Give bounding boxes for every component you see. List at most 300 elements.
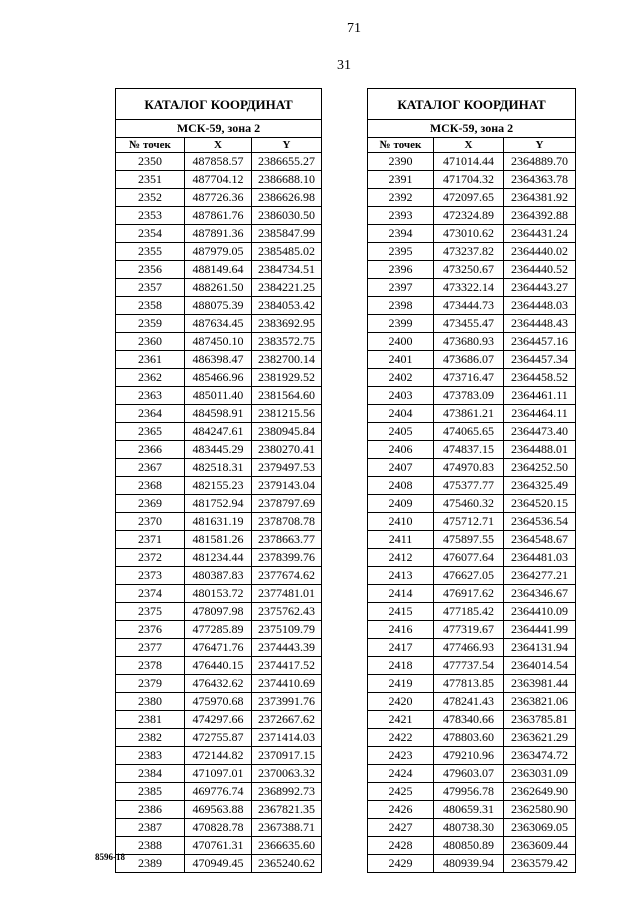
point-number-cell: 2399 (368, 315, 434, 333)
y-coordinate-cell: 2364889.70 (504, 153, 576, 171)
x-coordinate-cell: 479210.96 (434, 747, 504, 765)
point-number-cell: 2378 (116, 657, 185, 675)
x-coordinate-cell: 479603.07 (434, 765, 504, 783)
x-coordinate-cell: 477319.67 (434, 621, 504, 639)
table-row (368, 837, 576, 855)
y-coordinate-cell: 2364441.99 (504, 621, 576, 639)
x-coordinate-cell: 487704.12 (185, 171, 252, 189)
table-row (368, 639, 576, 657)
header-point-number: № точек (368, 138, 434, 153)
table-row (368, 171, 576, 189)
y-coordinate-cell: 2380945.84 (252, 423, 322, 441)
table-row (368, 315, 576, 333)
y-coordinate-cell: 2370917.15 (252, 747, 322, 765)
y-coordinate-cell: 2364520.15 (504, 495, 576, 513)
point-number-cell: 2411 (368, 531, 434, 549)
coordinate-system: МСК-59, зона 2 (116, 120, 322, 138)
point-number-cell: 2402 (368, 369, 434, 387)
point-number-cell: 2420 (368, 693, 434, 711)
table-row (368, 477, 576, 495)
x-coordinate-cell: 481752.94 (185, 495, 252, 513)
header-y: Y (504, 138, 576, 153)
point-number-cell: 2395 (368, 243, 434, 261)
y-coordinate-cell: 2364381.92 (504, 189, 576, 207)
point-number-cell: 2375 (116, 603, 185, 621)
x-coordinate-cell: 473861.21 (434, 405, 504, 423)
point-number-cell: 2350 (116, 153, 185, 171)
point-number-cell: 2366 (116, 441, 185, 459)
table-row (116, 225, 322, 243)
point-number-cell: 2379 (116, 675, 185, 693)
point-number-cell: 2352 (116, 189, 185, 207)
point-number-cell: 2400 (368, 333, 434, 351)
point-number-cell: 2413 (368, 567, 434, 585)
y-coordinate-cell: 2374410.69 (252, 675, 322, 693)
point-number-cell: 2393 (368, 207, 434, 225)
point-number-cell: 2362 (116, 369, 185, 387)
table-row (116, 729, 322, 747)
point-number-cell: 2415 (368, 603, 434, 621)
y-coordinate-cell: 2383692.95 (252, 315, 322, 333)
x-coordinate-cell: 474970.83 (434, 459, 504, 477)
x-coordinate-cell: 488261.50 (185, 279, 252, 297)
x-coordinate-cell: 476432.62 (185, 675, 252, 693)
y-coordinate-cell: 2364440.52 (504, 261, 576, 279)
y-coordinate-cell: 2364458.52 (504, 369, 576, 387)
table-row (368, 243, 576, 261)
point-number-cell: 2351 (116, 171, 185, 189)
point-number-cell: 2381 (116, 711, 185, 729)
point-number-cell: 2426 (368, 801, 434, 819)
x-coordinate-cell: 475460.32 (434, 495, 504, 513)
x-coordinate-cell: 474065.65 (434, 423, 504, 441)
point-number-cell: 2397 (368, 279, 434, 297)
x-coordinate-cell: 473444.73 (434, 297, 504, 315)
y-coordinate-cell: 2364252.50 (504, 459, 576, 477)
x-coordinate-cell: 480153.72 (185, 585, 252, 603)
point-number-cell: 2389 (116, 855, 185, 873)
table-row (116, 369, 322, 387)
y-coordinate-cell: 2363621.29 (504, 729, 576, 747)
y-coordinate-cell: 2362580.90 (504, 801, 576, 819)
point-number-cell: 2359 (116, 315, 185, 333)
table-row (368, 855, 576, 873)
x-coordinate-cell: 477185.42 (434, 603, 504, 621)
x-coordinate-cell: 476077.64 (434, 549, 504, 567)
y-coordinate-cell: 2386688.10 (252, 171, 322, 189)
y-coordinate-cell: 2386626.98 (252, 189, 322, 207)
table-row (116, 207, 322, 225)
point-number-cell: 2371 (116, 531, 185, 549)
x-coordinate-cell: 478097.98 (185, 603, 252, 621)
x-coordinate-cell: 484247.61 (185, 423, 252, 441)
point-number-cell: 2360 (116, 333, 185, 351)
y-coordinate-cell: 2378797.69 (252, 495, 322, 513)
y-coordinate-cell: 2364481.03 (504, 549, 576, 567)
table-row (116, 153, 322, 171)
table-row (368, 585, 576, 603)
y-coordinate-cell: 2368992.73 (252, 783, 322, 801)
point-number-cell: 2367 (116, 459, 185, 477)
point-number-cell: 2385 (116, 783, 185, 801)
y-coordinate-cell: 2375109.79 (252, 621, 322, 639)
y-coordinate-cell: 2384053.42 (252, 297, 322, 315)
point-number-cell: 2408 (368, 477, 434, 495)
y-coordinate-cell: 2364440.02 (504, 243, 576, 261)
point-number-cell: 2425 (368, 783, 434, 801)
point-number-cell: 2428 (368, 837, 434, 855)
table-row (116, 765, 322, 783)
x-coordinate-cell: 471097.01 (185, 765, 252, 783)
x-coordinate-cell: 488149.64 (185, 261, 252, 279)
point-number-cell: 2398 (368, 297, 434, 315)
y-coordinate-cell: 2381564.60 (252, 387, 322, 405)
table-row (116, 837, 322, 855)
y-coordinate-cell: 2380270.41 (252, 441, 322, 459)
coordinate-system: МСК-59, зона 2 (368, 120, 576, 138)
coordinate-table-left (115, 88, 322, 873)
table-row (368, 387, 576, 405)
point-number-cell: 2376 (116, 621, 185, 639)
y-coordinate-cell: 2367388.71 (252, 819, 322, 837)
y-coordinate-cell: 2364410.09 (504, 603, 576, 621)
x-coordinate-cell: 475377.77 (434, 477, 504, 495)
table-row (116, 351, 322, 369)
y-coordinate-cell: 2363031.09 (504, 765, 576, 783)
table-row (116, 333, 322, 351)
x-coordinate-cell: 487891.36 (185, 225, 252, 243)
x-coordinate-cell: 473783.09 (434, 387, 504, 405)
y-coordinate-cell: 2377674.62 (252, 567, 322, 585)
point-number-cell: 2409 (368, 495, 434, 513)
table-row (116, 405, 322, 423)
x-coordinate-cell: 475897.55 (434, 531, 504, 549)
x-coordinate-cell: 487861.76 (185, 207, 252, 225)
x-coordinate-cell: 480939.94 (434, 855, 504, 873)
y-coordinate-cell: 2378708.78 (252, 513, 322, 531)
x-coordinate-cell: 473686.07 (434, 351, 504, 369)
point-number-cell: 2372 (116, 549, 185, 567)
point-number-cell: 2406 (368, 441, 434, 459)
y-coordinate-cell: 2364464.11 (504, 405, 576, 423)
x-coordinate-cell: 472144.82 (185, 747, 252, 765)
point-number-cell: 2412 (368, 549, 434, 567)
y-coordinate-cell: 2386655.27 (252, 153, 322, 171)
point-number-cell: 2391 (368, 171, 434, 189)
table-row (368, 207, 576, 225)
y-coordinate-cell: 2364457.34 (504, 351, 576, 369)
y-coordinate-cell: 2364363.78 (504, 171, 576, 189)
y-coordinate-cell: 2374417.52 (252, 657, 322, 675)
point-number-cell: 2388 (116, 837, 185, 855)
point-number-cell: 2364 (116, 405, 185, 423)
table-row (368, 765, 576, 783)
table-row (116, 315, 322, 333)
point-number-cell: 2417 (368, 639, 434, 657)
point-number-cell: 2357 (116, 279, 185, 297)
table-row (116, 549, 322, 567)
header-x: X (185, 138, 252, 153)
x-coordinate-cell: 473680.93 (434, 333, 504, 351)
y-coordinate-cell: 2363069.05 (504, 819, 576, 837)
y-coordinate-cell: 2363785.81 (504, 711, 576, 729)
table-row (116, 585, 322, 603)
point-number-cell: 2424 (368, 765, 434, 783)
y-coordinate-cell: 2384221.25 (252, 279, 322, 297)
x-coordinate-cell: 471014.44 (434, 153, 504, 171)
x-coordinate-cell: 480387.83 (185, 567, 252, 585)
x-coordinate-cell: 472324.89 (434, 207, 504, 225)
x-coordinate-cell: 477466.93 (434, 639, 504, 657)
point-number-cell: 2387 (116, 819, 185, 837)
x-coordinate-cell: 477285.89 (185, 621, 252, 639)
table-row (116, 567, 322, 585)
table-row (116, 243, 322, 261)
x-coordinate-cell: 481581.26 (185, 531, 252, 549)
point-number-cell: 2354 (116, 225, 185, 243)
point-number-cell: 2427 (368, 819, 434, 837)
page-number-top: 71 (347, 21, 361, 36)
x-coordinate-cell: 474837.15 (434, 441, 504, 459)
document-code: 8596-18 (95, 852, 125, 862)
x-coordinate-cell: 474297.66 (185, 711, 252, 729)
point-number-cell: 2394 (368, 225, 434, 243)
y-coordinate-cell: 2364461.11 (504, 387, 576, 405)
table-row (368, 567, 576, 585)
point-number-cell: 2392 (368, 189, 434, 207)
point-number-cell: 2401 (368, 351, 434, 369)
x-coordinate-cell: 480659.31 (434, 801, 504, 819)
table-row (116, 261, 322, 279)
x-coordinate-cell: 485466.96 (185, 369, 252, 387)
table-row (368, 675, 576, 693)
y-coordinate-cell: 2363474.72 (504, 747, 576, 765)
point-number-cell: 2373 (116, 567, 185, 585)
y-coordinate-cell: 2364431.24 (504, 225, 576, 243)
x-coordinate-cell: 472097.65 (434, 189, 504, 207)
point-number-cell: 2374 (116, 585, 185, 603)
x-coordinate-cell: 482155.23 (185, 477, 252, 495)
table-row (116, 279, 322, 297)
point-number-cell: 2410 (368, 513, 434, 531)
table-row (116, 693, 322, 711)
table-row (368, 819, 576, 837)
y-coordinate-cell: 2363579.42 (504, 855, 576, 873)
y-coordinate-cell: 2378663.77 (252, 531, 322, 549)
point-number-cell: 2414 (368, 585, 434, 603)
x-coordinate-cell: 476440.15 (185, 657, 252, 675)
x-coordinate-cell: 473250.67 (434, 261, 504, 279)
header-y: Y (252, 138, 322, 153)
y-coordinate-cell: 2370063.32 (252, 765, 322, 783)
table-row (116, 783, 322, 801)
x-coordinate-cell: 478803.60 (434, 729, 504, 747)
table-row (116, 459, 322, 477)
x-coordinate-cell: 481234.44 (185, 549, 252, 567)
y-coordinate-cell: 2364346.67 (504, 585, 576, 603)
x-coordinate-cell: 475712.71 (434, 513, 504, 531)
point-number-cell: 2386 (116, 801, 185, 819)
y-coordinate-cell: 2367821.35 (252, 801, 322, 819)
y-coordinate-cell: 2374443.39 (252, 639, 322, 657)
point-number-cell: 2407 (368, 459, 434, 477)
x-coordinate-cell: 483445.29 (185, 441, 252, 459)
point-number-cell: 2369 (116, 495, 185, 513)
y-coordinate-cell: 2364536.54 (504, 513, 576, 531)
y-coordinate-cell: 2364443.27 (504, 279, 576, 297)
table-row (368, 225, 576, 243)
point-number-cell: 2422 (368, 729, 434, 747)
point-number-cell: 2370 (116, 513, 185, 531)
table-row (368, 657, 576, 675)
header-point-number: № точек (116, 138, 185, 153)
table-row (116, 495, 322, 513)
table-row (116, 747, 322, 765)
x-coordinate-cell: 475970.68 (185, 693, 252, 711)
table-row (116, 657, 322, 675)
point-number-cell: 2361 (116, 351, 185, 369)
y-coordinate-cell: 2379143.04 (252, 477, 322, 495)
x-coordinate-cell: 473010.62 (434, 225, 504, 243)
x-coordinate-cell: 480738.30 (434, 819, 504, 837)
y-coordinate-cell: 2373991.76 (252, 693, 322, 711)
point-number-cell: 2384 (116, 765, 185, 783)
coordinate-table-right (367, 88, 576, 873)
table-row (368, 441, 576, 459)
y-coordinate-cell: 2385847.99 (252, 225, 322, 243)
point-number-cell: 2356 (116, 261, 185, 279)
y-coordinate-cell: 2375762.43 (252, 603, 322, 621)
x-coordinate-cell: 470761.31 (185, 837, 252, 855)
x-coordinate-cell: 482518.31 (185, 459, 252, 477)
x-coordinate-cell: 476627.05 (434, 567, 504, 585)
y-coordinate-cell: 2382700.14 (252, 351, 322, 369)
y-coordinate-cell: 2381929.52 (252, 369, 322, 387)
point-number-cell: 2423 (368, 747, 434, 765)
x-coordinate-cell: 476917.62 (434, 585, 504, 603)
table-row (368, 351, 576, 369)
x-coordinate-cell: 484598.91 (185, 405, 252, 423)
table-row (116, 171, 322, 189)
table-row (368, 693, 576, 711)
x-coordinate-cell: 487979.05 (185, 243, 252, 261)
point-number-cell: 2363 (116, 387, 185, 405)
table-row (116, 189, 322, 207)
table-row (368, 405, 576, 423)
table-row (116, 855, 322, 873)
point-number-cell: 2390 (368, 153, 434, 171)
x-coordinate-cell: 472755.87 (185, 729, 252, 747)
table-row (368, 333, 576, 351)
point-number-cell: 2405 (368, 423, 434, 441)
y-coordinate-cell: 2386030.50 (252, 207, 322, 225)
point-number-cell: 2429 (368, 855, 434, 873)
table-row (116, 513, 322, 531)
x-coordinate-cell: 478340.66 (434, 711, 504, 729)
table-row (368, 603, 576, 621)
page-number-secondary: 31 (337, 58, 351, 73)
point-number-cell: 2383 (116, 747, 185, 765)
y-coordinate-cell: 2378399.76 (252, 549, 322, 567)
x-coordinate-cell: 473322.14 (434, 279, 504, 297)
table-row (116, 675, 322, 693)
y-coordinate-cell: 2364014.54 (504, 657, 576, 675)
y-coordinate-cell: 2384734.51 (252, 261, 322, 279)
y-coordinate-cell: 2363981.44 (504, 675, 576, 693)
y-coordinate-cell: 2364131.94 (504, 639, 576, 657)
point-number-cell: 2403 (368, 387, 434, 405)
x-coordinate-cell: 487450.10 (185, 333, 252, 351)
x-coordinate-cell: 477737.54 (434, 657, 504, 675)
x-coordinate-cell: 469776.74 (185, 783, 252, 801)
point-number-cell: 2404 (368, 405, 434, 423)
table-row (368, 153, 576, 171)
y-coordinate-cell: 2363609.44 (504, 837, 576, 855)
header-x: X (434, 138, 504, 153)
table-row (368, 513, 576, 531)
table-row (368, 711, 576, 729)
y-coordinate-cell: 2377481.01 (252, 585, 322, 603)
table-row (368, 369, 576, 387)
point-number-cell: 2419 (368, 675, 434, 693)
point-number-cell: 2353 (116, 207, 185, 225)
table-row (368, 423, 576, 441)
point-number-cell: 2418 (368, 657, 434, 675)
table-row (368, 279, 576, 297)
table-row (116, 387, 322, 405)
table-row (368, 729, 576, 747)
x-coordinate-cell: 478241.43 (434, 693, 504, 711)
point-number-cell: 2396 (368, 261, 434, 279)
x-coordinate-cell: 470828.78 (185, 819, 252, 837)
point-number-cell: 2358 (116, 297, 185, 315)
y-coordinate-cell: 2362649.90 (504, 783, 576, 801)
x-coordinate-cell: 470949.45 (185, 855, 252, 873)
x-coordinate-cell: 471704.32 (434, 171, 504, 189)
x-coordinate-cell: 469563.88 (185, 801, 252, 819)
point-number-cell: 2380 (116, 693, 185, 711)
y-coordinate-cell: 2364457.16 (504, 333, 576, 351)
table-row (116, 639, 322, 657)
table-row (368, 531, 576, 549)
point-number-cell: 2421 (368, 711, 434, 729)
table-row (116, 423, 322, 441)
table-row (116, 297, 322, 315)
table-row (368, 783, 576, 801)
y-coordinate-cell: 2364448.43 (504, 315, 576, 333)
x-coordinate-cell: 479956.78 (434, 783, 504, 801)
y-coordinate-cell: 2372667.62 (252, 711, 322, 729)
y-coordinate-cell: 2371414.03 (252, 729, 322, 747)
x-coordinate-cell: 481631.19 (185, 513, 252, 531)
point-number-cell: 2377 (116, 639, 185, 657)
table-row (368, 261, 576, 279)
table-row (368, 297, 576, 315)
x-coordinate-cell: 473455.47 (434, 315, 504, 333)
x-coordinate-cell: 480850.89 (434, 837, 504, 855)
x-coordinate-cell: 486398.47 (185, 351, 252, 369)
point-number-cell: 2355 (116, 243, 185, 261)
x-coordinate-cell: 488075.39 (185, 297, 252, 315)
x-coordinate-cell: 487634.45 (185, 315, 252, 333)
catalog-title: КАТАЛОГ КООРДИНАТ (116, 89, 322, 120)
point-number-cell: 2365 (116, 423, 185, 441)
table-row (116, 603, 322, 621)
table-row (368, 189, 576, 207)
table-row (368, 459, 576, 477)
y-coordinate-cell: 2363821.06 (504, 693, 576, 711)
y-coordinate-cell: 2365240.62 (252, 855, 322, 873)
